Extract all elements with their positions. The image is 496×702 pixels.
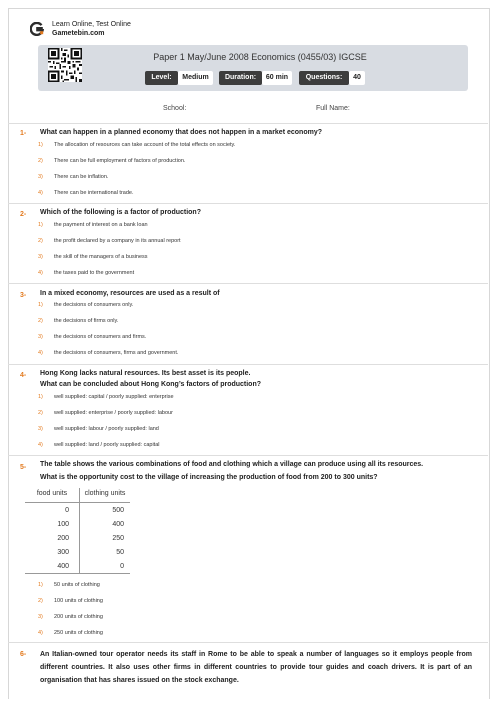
option-text[interactable]: the payment of interest on a bank loan [54,222,148,228]
table-cell: 200 [25,531,80,545]
option-text[interactable]: well supplied: land / poorly supplied: capital [54,442,160,448]
option-text[interactable]: 200 units of clothing [54,614,103,620]
question-number: 4- [20,372,27,379]
option-text[interactable]: the skill of the managers of a business [54,254,148,260]
option-text[interactable]: well supplied: enterprise / poorly supplied: labour [54,410,173,416]
qr-code-icon[interactable] [48,48,82,82]
option-number[interactable]: 1) [38,222,43,228]
question-text: The table shows the various combinations of food and clothing which a village can produce using all its resources. [40,461,424,468]
option-number[interactable]: 1) [38,394,43,400]
production-table [25,488,130,574]
option-number[interactable]: 3) [38,614,43,620]
level-value: Medium [178,71,213,85]
option-text[interactable]: There can be full employment of factors of production. [54,158,186,164]
brand-site: Gametebin.com [52,30,105,37]
table-row [25,517,130,531]
divider [8,642,488,643]
option-text[interactable]: well supplied: capital / poorly supplied: enterprise [54,394,174,400]
table-header-food: food units [25,488,80,503]
option-number[interactable]: 3) [38,174,43,180]
option-text[interactable]: the decisions of consumers only. [54,302,134,308]
question-number: 2- [20,211,27,218]
table-row [25,559,130,574]
divider [8,203,488,204]
option-number[interactable]: 3) [38,334,43,340]
questions-label: Questions: [299,71,349,85]
option-number[interactable]: 4) [38,442,43,448]
table-cell: 400 [25,559,80,574]
brand-text [52,20,131,38]
option-number[interactable]: 4) [38,190,43,196]
option-text[interactable]: the decisions of consumers and firms. [54,334,147,340]
option-number[interactable]: 2) [38,158,43,164]
divider [8,364,488,365]
option-number[interactable]: 4) [38,270,43,276]
duration-value: 60 min [262,71,292,85]
table-row [25,503,130,518]
question-text: What can be concluded about Hong Kong’s factors of production? [40,381,262,388]
question-text: What is the opportunity cost to the village of increasing the production of food from 200 to 300 units? [40,474,378,481]
option-text[interactable]: The allocation of resources can take account of the total effects on society. [54,142,236,148]
question-number: 1- [20,130,27,137]
table-cell: 500 [112,506,124,514]
question-number: 5- [20,464,27,471]
option-text[interactable]: well supplied: labour / poorly supplied: land [54,426,159,432]
option-text[interactable]: the decisions of consumers, firms and government. [54,350,179,356]
table-header-row [25,488,130,503]
option-number[interactable]: 1) [38,582,43,588]
table-header-clothing: clothing units [80,488,131,503]
option-number[interactable]: 4) [38,630,43,636]
table-cell: 100 [25,517,80,531]
option-text[interactable]: 100 units of clothing [54,598,103,604]
option-number[interactable]: 2) [38,238,43,244]
table-row [25,545,130,559]
question-number: 3- [20,292,27,299]
questions-value: 40 [349,71,365,85]
table-cell: 250 [112,534,124,542]
option-text[interactable]: 250 units of clothing [54,630,103,636]
option-number[interactable]: 2) [38,598,43,604]
option-number[interactable]: 1) [38,302,43,308]
question-text: What can happen in a planned economy that does not happen in a market economy? [40,129,322,136]
question-number: 6- [20,651,27,658]
divider [8,283,488,284]
question-text: In a mixed economy, resources are used as a result of [40,290,220,297]
question-text: An Italian-owned tour operator needs its staff in Rome to be able to speak a number of languages so it employs people from different countries. It also uses other firms in different countries to provide tour guides and coach drivers. It is part of an organisation that has shares issued on the stock exchange. [40,651,472,684]
table-cell: 400 [112,520,124,528]
level-label: Level: [145,71,178,85]
table-cell: 0 [80,559,131,574]
exam-title: Paper 1 May/June 2008 Economics (0455/03) IGCSE [153,52,367,62]
full-name-field-label: Full Name: [316,105,350,112]
school-field-label: School: [163,105,187,112]
option-text[interactable]: the profit declared by a company in its annual report [54,238,181,244]
option-text[interactable]: the taxes paid to the government [54,270,135,276]
table-cell: 50 [116,548,124,556]
option-text[interactable]: There can be inflation. [54,174,109,180]
option-number[interactable]: 2) [38,410,43,416]
option-text[interactable]: the decisions of firms only. [54,318,119,324]
table-cell: 0 [25,503,80,518]
question-text: Hong Kong lacks natural resources. Its best asset is its people. [40,370,251,377]
table-row [25,531,130,545]
option-number[interactable]: 1) [38,142,43,148]
question-text: Which of the following is a factor of production? [40,209,201,216]
divider [8,455,488,456]
duration-label: Duration: [219,71,262,85]
option-number[interactable]: 4) [38,350,43,356]
option-number[interactable]: 2) [38,318,43,324]
brand-tagline: Learn Online, Test Online [52,21,131,28]
table-cell: 300 [25,545,80,559]
divider [8,123,488,124]
option-number[interactable]: 3) [38,426,43,432]
gametebin-logo-icon [30,22,44,36]
option-text[interactable]: There can be international trade. [54,190,134,196]
option-text[interactable]: 50 units of clothing [54,582,100,588]
option-number[interactable]: 3) [38,254,43,260]
